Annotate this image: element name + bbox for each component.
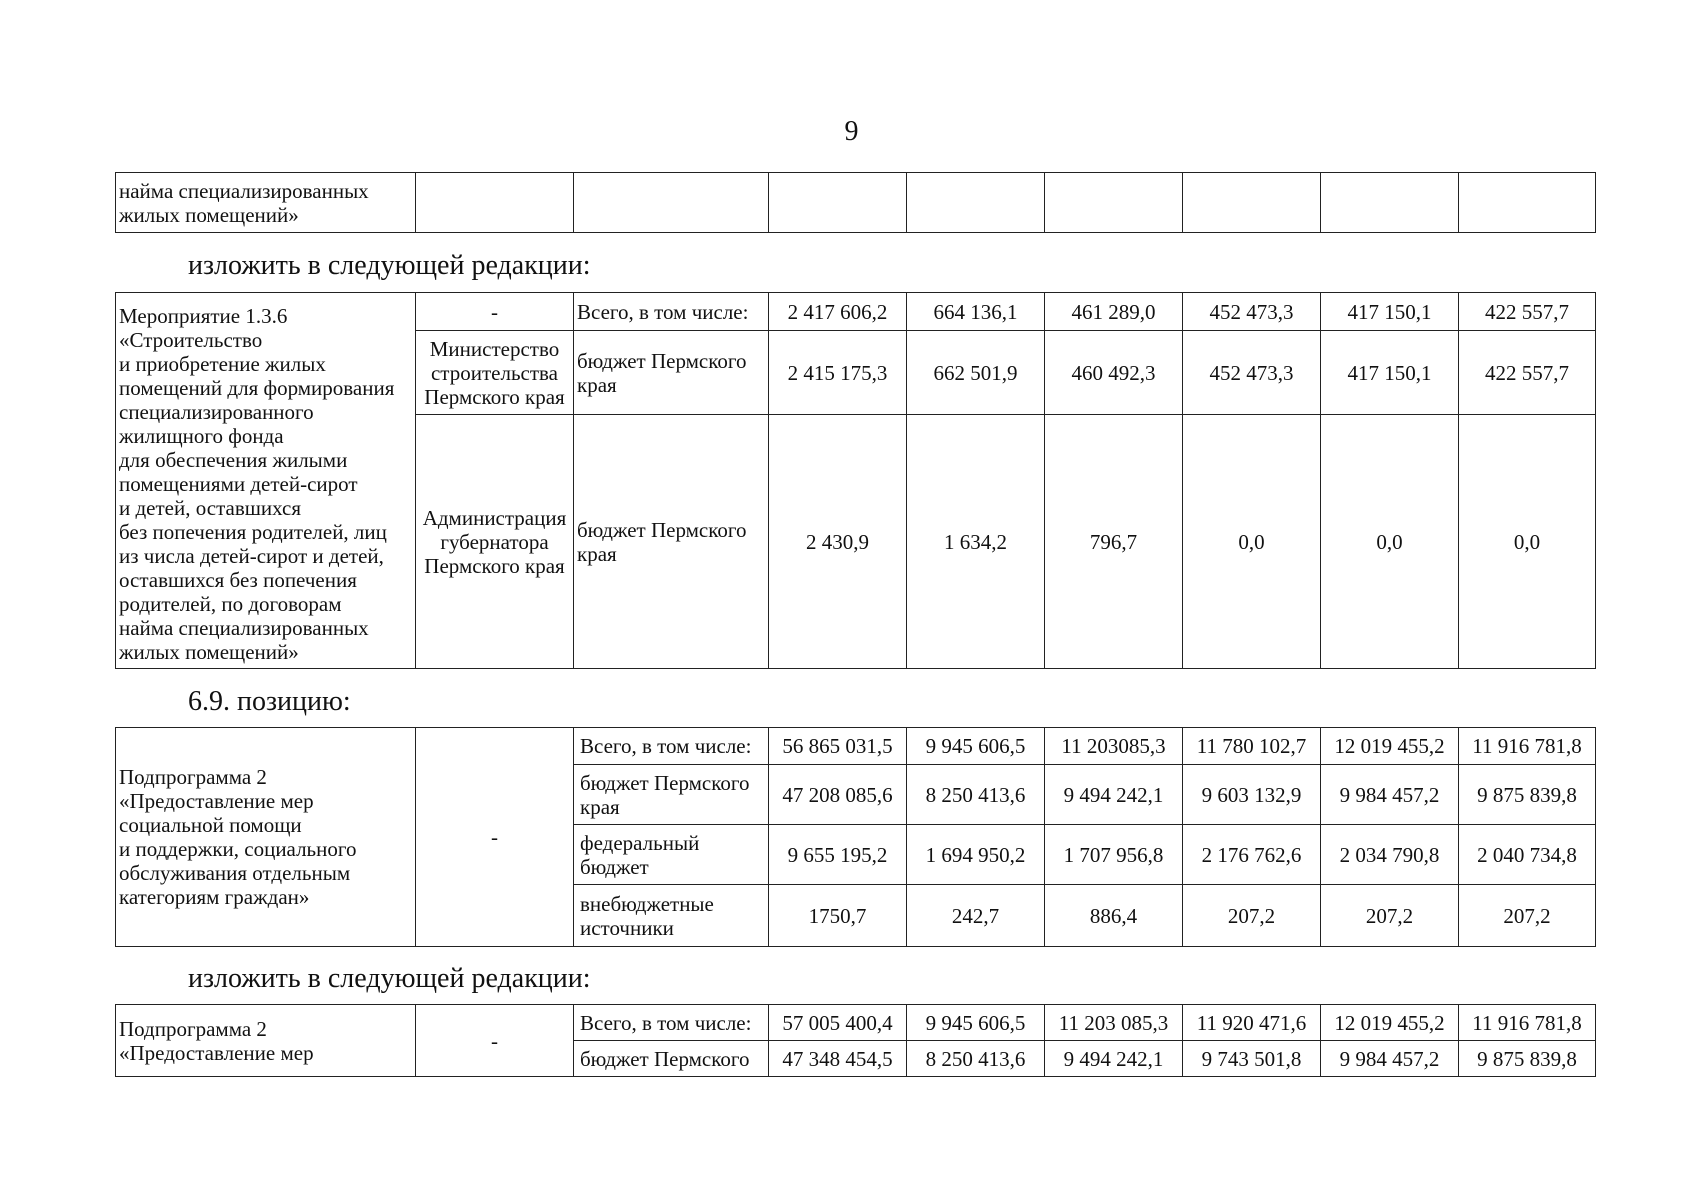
value-cell: 9 945 606,5 xyxy=(907,1005,1045,1041)
page-number: 9 xyxy=(844,116,859,147)
funding-source-cell: внебюджетные источники xyxy=(574,885,769,947)
activity-table xyxy=(115,292,1596,669)
continued-table xyxy=(115,172,1596,233)
responsible-cell: - xyxy=(416,293,574,331)
subprogram-name-cell: Подпрограмма 2 «Предоставление мер xyxy=(116,1005,416,1077)
subprogram-name-cell: Подпрограмма 2 «Предоставление мер социальной помощи и поддержки, социального обслуживания отдельным категориям граждан» xyxy=(116,728,416,947)
value-cell: 9 655 195,2 xyxy=(769,825,907,885)
value-cell: 2 040 734,8 xyxy=(1459,825,1596,885)
empty-cell xyxy=(907,173,1045,233)
value-cell: 11 916 781,8 xyxy=(1459,1005,1596,1041)
value-cell: 11 916 781,8 xyxy=(1459,728,1596,765)
value-cell: 207,2 xyxy=(1183,885,1321,947)
value-cell: 452 473,3 xyxy=(1183,293,1321,331)
value-cell: 452 473,3 xyxy=(1183,331,1321,415)
value-cell: 1750,7 xyxy=(769,885,907,947)
funding-source-cell: Всего, в том числе: xyxy=(574,728,769,765)
funding-source-cell: бюджет Пермского xyxy=(574,1041,769,1077)
funding-source-cell: бюджет Пермского края xyxy=(574,765,769,825)
section-heading: 6.9. позицию: xyxy=(188,686,351,717)
value-cell: 11 780 102,7 xyxy=(1183,728,1321,765)
value-cell: 1 694 950,2 xyxy=(907,825,1045,885)
section-heading: изложить в следующей редакции: xyxy=(188,963,591,994)
value-cell: 0,0 xyxy=(1183,415,1321,669)
value-cell: 2 430,9 xyxy=(769,415,907,669)
responsible-cell: Администрация губернатора Пермского края xyxy=(416,415,574,669)
value-cell: 422 557,7 xyxy=(1459,293,1596,331)
value-cell: 57 005 400,4 xyxy=(769,1005,907,1041)
value-cell: 9 875 839,8 xyxy=(1459,765,1596,825)
value-cell: 9 603 132,9 xyxy=(1183,765,1321,825)
value-cell: 2 176 762,6 xyxy=(1183,825,1321,885)
value-cell: 1 634,2 xyxy=(907,415,1045,669)
subprogram-table-new xyxy=(115,1004,1596,1077)
responsible-cell: - xyxy=(416,1005,574,1077)
value-cell: 9 494 242,1 xyxy=(1045,765,1183,825)
value-cell: 8 250 413,6 xyxy=(907,765,1045,825)
value-cell: 886,4 xyxy=(1045,885,1183,947)
empty-cell xyxy=(1183,173,1321,233)
empty-cell xyxy=(1459,173,1596,233)
responsible-cell: - xyxy=(416,728,574,947)
value-cell: 9 494 242,1 xyxy=(1045,1041,1183,1077)
value-cell: 417 150,1 xyxy=(1321,331,1459,415)
value-cell: 11 920 471,6 xyxy=(1183,1005,1321,1041)
value-cell: 0,0 xyxy=(1321,415,1459,669)
value-cell: 2 034 790,8 xyxy=(1321,825,1459,885)
funding-source-cell: бюджет Пермского края xyxy=(574,415,769,669)
empty-cell xyxy=(416,173,574,233)
funding-source-cell: бюджет Пермского края xyxy=(574,331,769,415)
subprogram-table xyxy=(115,727,1596,947)
activity-name-cell: найма специализированных жилых помещений» xyxy=(116,173,416,233)
value-cell: 417 150,1 xyxy=(1321,293,1459,331)
value-cell: 0,0 xyxy=(1459,415,1596,669)
value-cell: 1 707 956,8 xyxy=(1045,825,1183,885)
empty-cell xyxy=(1045,173,1183,233)
value-cell: 11 203085,3 xyxy=(1045,728,1183,765)
value-cell: 9 743 501,8 xyxy=(1183,1041,1321,1077)
value-cell: 796,7 xyxy=(1045,415,1183,669)
value-cell: 47 208 085,6 xyxy=(769,765,907,825)
funding-source-cell: федеральный бюджет xyxy=(574,825,769,885)
value-cell: 460 492,3 xyxy=(1045,331,1183,415)
value-cell: 12 019 455,2 xyxy=(1321,1005,1459,1041)
value-cell: 422 557,7 xyxy=(1459,331,1596,415)
value-cell: 9 945 606,5 xyxy=(907,728,1045,765)
value-cell: 8 250 413,6 xyxy=(907,1041,1045,1077)
value-cell: 56 865 031,5 xyxy=(769,728,907,765)
value-cell: 9 984 457,2 xyxy=(1321,1041,1459,1077)
value-cell: 461 289,0 xyxy=(1045,293,1183,331)
value-cell: 242,7 xyxy=(907,885,1045,947)
value-cell: 12 019 455,2 xyxy=(1321,728,1459,765)
empty-cell xyxy=(1321,173,1459,233)
funding-source-cell: Всего, в том числе: xyxy=(574,293,769,331)
section-heading: изложить в следующей редакции: xyxy=(188,250,591,281)
responsible-cell: Министерство строительства Пермского края xyxy=(416,331,574,415)
activity-name-cell: Мероприятие 1.3.6 «Строительство и приобретение жилых помещений для формирования специализированного жилищного фонда для обеспечения жилыми помещениями детей-сирот и детей, оставшихся без попечения родителей, лиц из числа детей-сирот и детей, оставшихся без попечения родителей, по договорам найма специализированных жилых помещений» xyxy=(116,293,416,669)
value-cell: 207,2 xyxy=(1459,885,1596,947)
value-cell: 9 984 457,2 xyxy=(1321,765,1459,825)
funding-source-cell: Всего, в том числе: xyxy=(574,1005,769,1041)
empty-cell xyxy=(574,173,769,233)
value-cell: 664 136,1 xyxy=(907,293,1045,331)
value-cell: 9 875 839,8 xyxy=(1459,1041,1596,1077)
value-cell: 2 415 175,3 xyxy=(769,331,907,415)
empty-cell xyxy=(769,173,907,233)
value-cell: 47 348 454,5 xyxy=(769,1041,907,1077)
value-cell: 2 417 606,2 xyxy=(769,293,907,331)
value-cell: 207,2 xyxy=(1321,885,1459,947)
value-cell: 662 501,9 xyxy=(907,331,1045,415)
value-cell: 11 203 085,3 xyxy=(1045,1005,1183,1041)
